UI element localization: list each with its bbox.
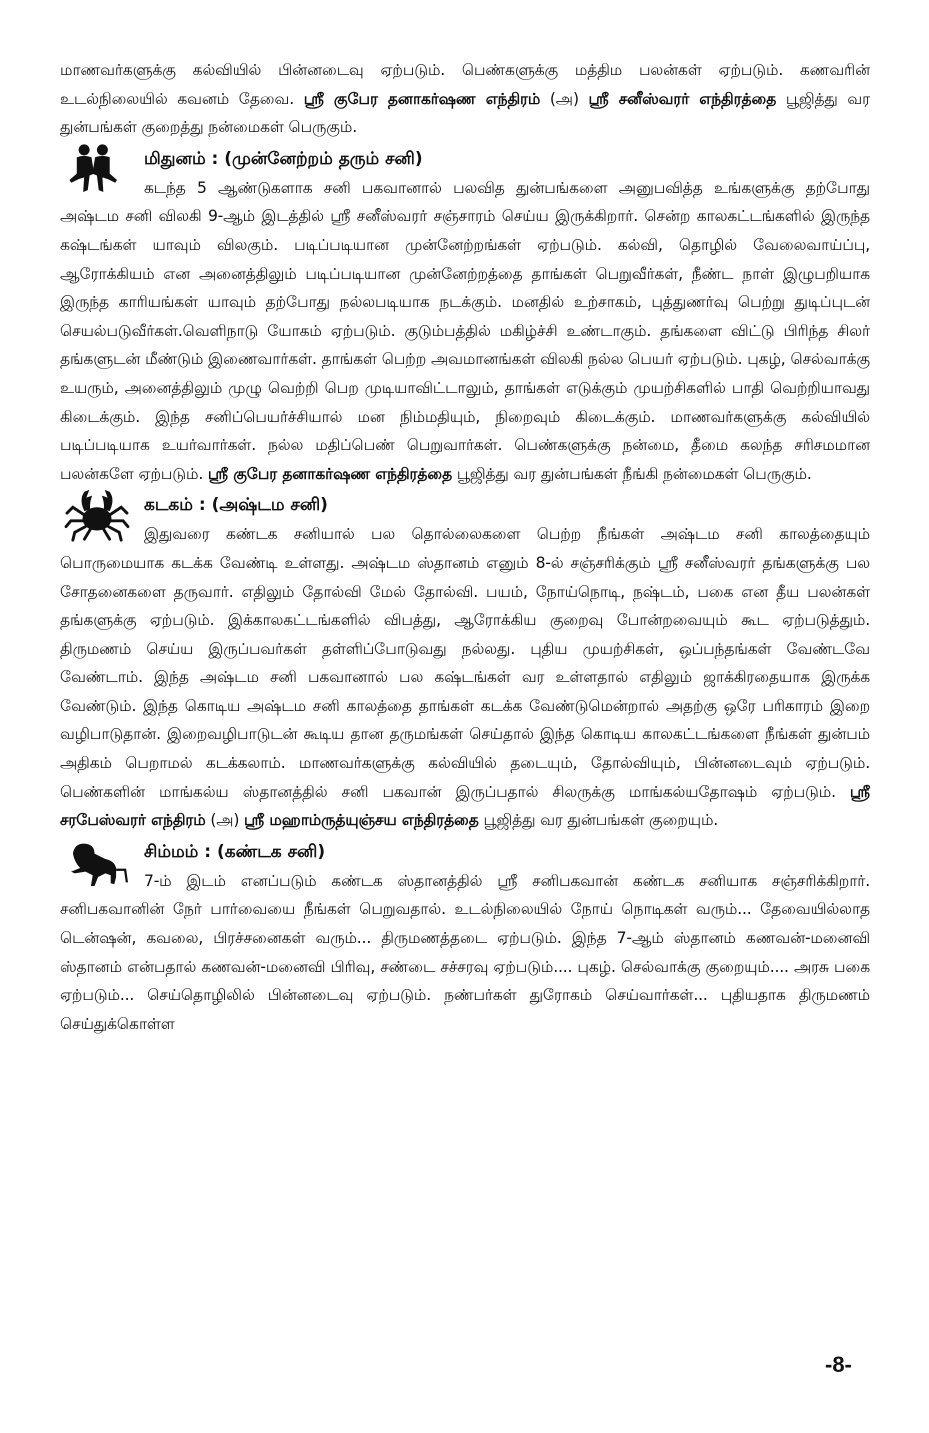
leo-lion-icon (66, 841, 132, 895)
intro-paragraph (60, 56, 870, 142)
text-segment: இதுவரை கண்டக சனியால் பல தொல்லைகளை பெற்ற நீங்கள் அஷ்டம சனி காலத்தையும் பொருமையாக கடக்க வேண்டி உள்ளது. அஷ்டம ஸ்தானம் எனும் 8-ல் சஞ்சரிக்கும் ஸ்ரீ சனீஸ்வரர் தங்களுக்கு பல சோதனைகளை தருவார். எதிலும் தோல்வி மேல் தோல்வி. பயம், நோய்நொடி, நஷ்டம், பகை என தீய பலன்கள் தங்களுக்கு ஏற்படும். இக்காலகட்டங்களில் விபத்து, ஆரோக்கிய குறைவு போன்றவையும் கூட ஏற்படுத்தும். திருமணம் செய்ய இருப்பவர்கள் தள்ளிப்போடுவது நல்லது. புதிய முயற்சிகள், ஒப்பந்தங்கள் வேண்டவே வேண்டாம். இந்த அஷ்டம சனி பகவானால் பல கஷ்டங்கள் வர உள்ளதால் எதிலும் ஜாக்கிரதையாக இருக்க வேண்டும். இந்த கொடிய அஷ்டம சனி காலத்தை தாங்கள் கடக்க வேண்டுமென்றால் அதற்கு ஒரே பரிகாரம் இறை வழிபாடுதான். இறைவழிபாடுடன் கூடிய தான தருமங்கள் செய்தால் இந்த கொடிய காலகட்டங்களை நீங்கள் துன்பம் அதிகம் பெறாமல் கடக்கலாம். மாணவர்களுக்கு கல்வியில் தடையும், தோல்வியும், பின்னடைவும் ஏற்படும். பெண்களின் மாங்கல்ய ஸ்தானத்தில் சனி பகவான் இருப்பதால் சிலருக்கு மாங்கல்யதோஷம் ஏற்படும். (60, 525, 870, 801)
section-subtitle: (அஷ்டம சனி) (211, 495, 328, 516)
sign-name: மிதுனம் : (144, 148, 219, 169)
text-segment: (அ) (540, 89, 589, 108)
section-heading (60, 837, 870, 867)
yantra-name-bold: ஸ்ரீ குபேர தனாகர்ஷண எந்திரத்தை (207, 464, 453, 483)
page-content (60, 56, 870, 1038)
yantra-name-bold: ஸ்ரீ சனீஸ்வரர் எந்திரத்தை (588, 89, 777, 108)
section-kadagam (60, 490, 870, 835)
section-subtitle: (கண்டக சனி) (217, 841, 326, 862)
section-heading (60, 144, 870, 174)
section-body (60, 174, 870, 489)
gemini-twins-icon (64, 142, 128, 198)
text-segment: பூஜித்து வர துன்பங்கள் குறையும். (478, 811, 719, 830)
yantra-name-bold: ஸ்ரீ சரபேஸ்வரர் எந்திரம் (60, 782, 870, 830)
text-segment: மாணவர்களுக்கு கல்வியில் பின்னடைவு ஏற்படும். பெண்களுக்கு மத்திம பலன்கள் ஏற்படும். கணவரின் உடல்நிலையில் கவனம் தேவை. (60, 61, 870, 108)
cancer-crab-icon (62, 486, 132, 544)
section-title (144, 144, 423, 174)
section-mithunam (60, 144, 870, 489)
section-title (144, 837, 325, 867)
sign-name: சிம்மம் : (144, 841, 212, 862)
section-title (144, 490, 328, 520)
text-segment: கடந்த 5 ஆண்டுகளாக சனி பகவானால் பலவித துன்பங்களை அனுபவித்த உங்களுக்கு தற்போது அஷ்டம சனி விலகி 9-ஆம் இடத்தில் ஸ்ரீ சனீஸ்வரர் சஞ்சாரம் செய்ய இருக்கிறார். சென்ற காலகட்டங்களில் இருந்த கஷ்டங்கள் யாவும் விலகும். படிப்படியான முன்னேற்றங்கள் ஏற்படும். கல்வி, தொழில் வேலைவாய்ப்பு, ஆரோக்கியம் என அனைத்திலும் படிப்படியான முன்னேற்றத்தை தாங்கள் பெறுவீர்கள், நீண்ட நாள் இழுபறியாக இருந்த காரியங்கள் யாவும் தற்போது நல்லபடியாக நடக்கும். மனதில் உற்சாகம், புத்துணர்வு பெற்று துடிப்புடன் செயல்படுவீர்கள்.வெளிநாடு யோகம் ஏற்படும். குடும்பத்தில் மகிழ்ச்சி உண்டாகும். தங்களை விட்டு பிரிந்த சிலர் தங்களுடன் மீண்டும் இணைவார்கள். தாங்கள் பெற்ற அவமானங்கள் விலகி நல்ல பெயர் ஏற்படும். புகழ், செல்வாக்கு உயரும், அனைத்திலும் முழு வெற்றி பெற முடியாவிட்டாலும், தாங்கள் எடுக்கும் முயற்சிகளில் பாதி வெற்றியாவது கிடைக்கும். இந்த சனிப்பெயர்ச்சியால் மன நிம்மதியும், நிறைவும் கிடைக்கும். மாணவர்களுக்கு கல்வியில் படிப்படியாக உயர்வார்கள். நல்ல மதிப்பெண் பெறுவார்கள். பெண்களுக்கு நன்மை, தீமை கலந்த சரிசமமான பலன்களே ஏற்படும். (60, 178, 870, 483)
section-heading (60, 490, 870, 520)
text-segment: (அ) (205, 811, 245, 830)
text-segment: பூஜித்து வர துன்பங்கள் நீங்கி நன்மைகள் பெருகும். (452, 464, 812, 483)
section-subtitle: (முன்னேற்றம் தரும் சனி) (224, 148, 423, 169)
text-segment: பூஜித்து வர துன்பங்கள் குறைத்து நன்மைகள் பெருகும். (60, 89, 870, 137)
section-simmam (60, 837, 870, 1039)
text-segment: 7-ம் இடம் எனப்படும் கண்டக ஸ்தானத்தில் ஸ்ரீ சனிபகவான் கண்டக சனியாக சஞ்சரிக்கிறார். சனிபகவானின் நேர் பார்வையை நீங்கள் பெறுவதால். உடல்நிலையில் நோய் நொடிகள் வரும்... தேவையில்லாத டென்ஷன், கவலை, பிரச்சனைகள் வரும்... திருமணத்தடை ஏற்படும். இந்த 7-ஆம் ஸ்தானம் கணவன்-மனைவி ஸ்தானம் என்பதால் கணவன்-மனைவி பிரிவு, சண்டை சச்சரவு ஏற்படும்.... புகழ். செல்வாக்கு குறையும்.... அரசு பகை ஏற்படும்... செய்தொழிலில் பின்னடைவு ஏற்படும். நண்பர்கள் துரோகம் செய்வார்கள்... புதியதாக திருமணம் செய்துக்கொள்ள (60, 871, 870, 1033)
section-body (60, 867, 870, 1039)
yantra-name-bold: ஸ்ரீ மஹாம்ருத்யுஞ்சய எந்திரத்தை (244, 811, 479, 830)
sign-name: கடகம் : (144, 495, 206, 516)
section-body (60, 520, 870, 835)
page-number: -8- (825, 1352, 852, 1377)
yantra-name-bold: ஸ்ரீ குபேர தனாகர்ஷண எந்திரம் (303, 89, 541, 108)
